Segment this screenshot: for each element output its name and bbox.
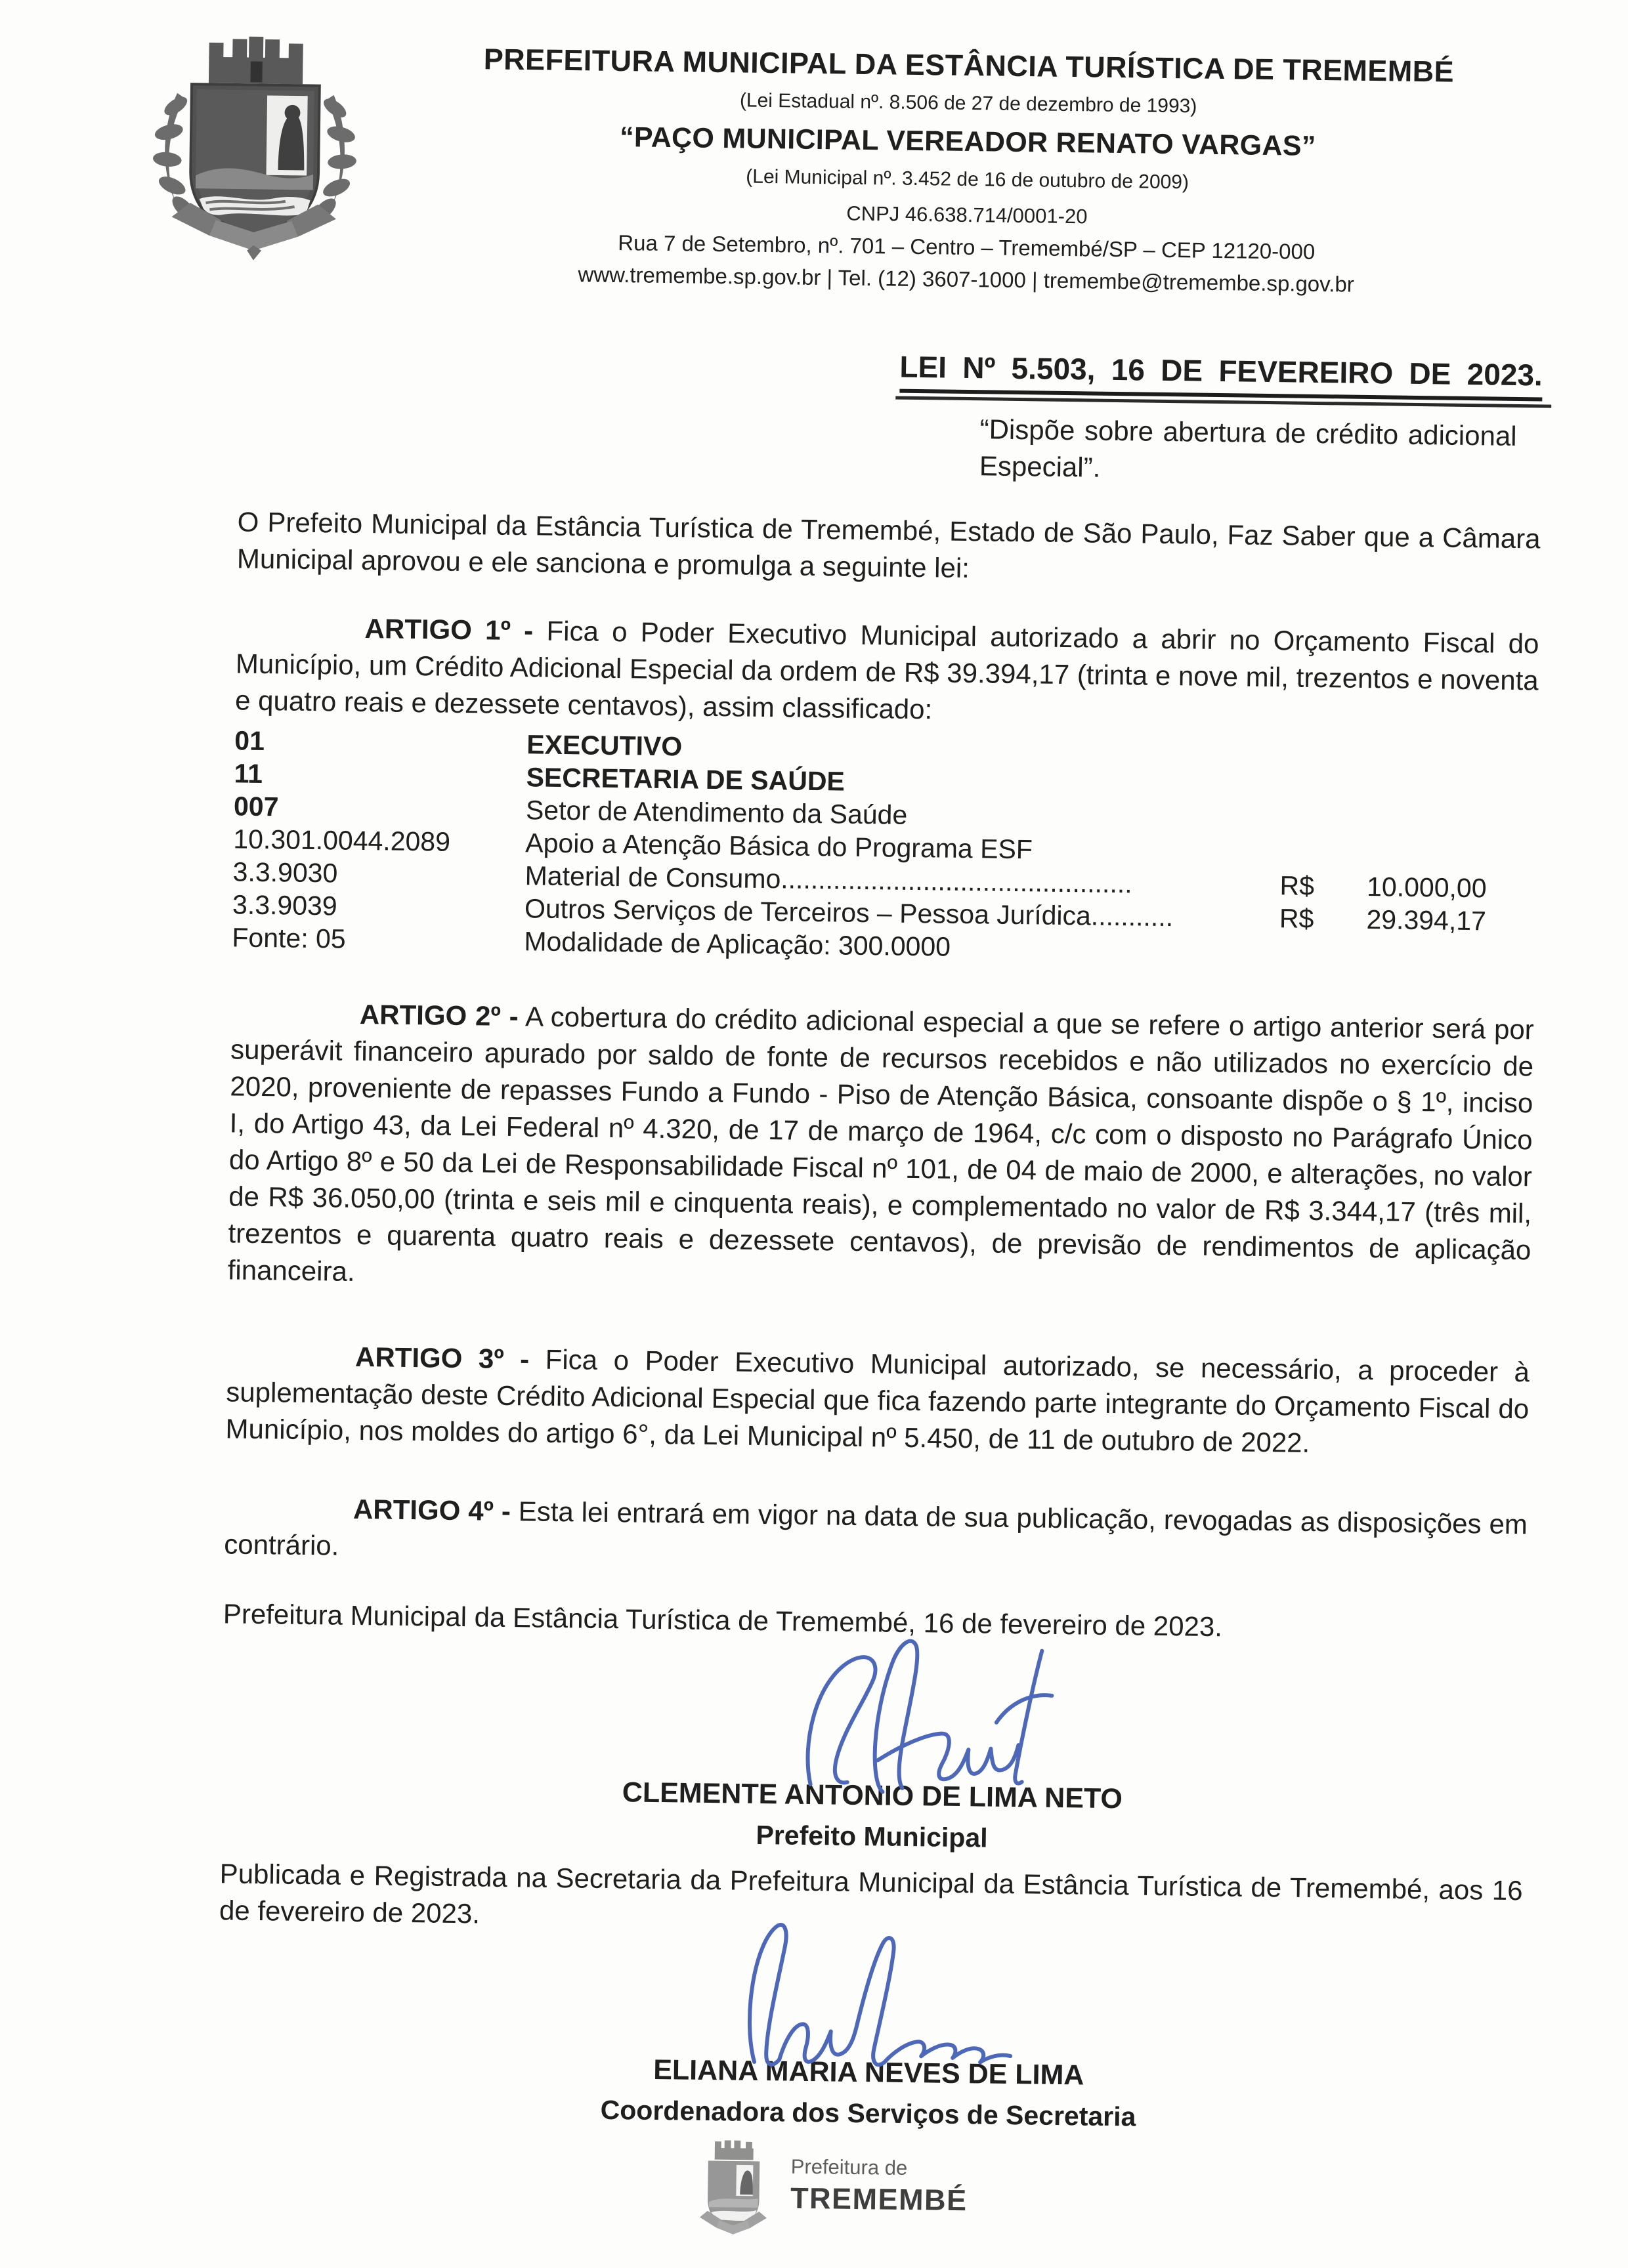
- budget-classification-table: [232, 724, 1537, 971]
- table-row: 11 SECRETARIA DE SAÚDE: [234, 758, 846, 797]
- article-3-label: ARTIGO 3º -: [354, 1341, 530, 1374]
- article-2: [227, 994, 1534, 1305]
- coordinator-name: ELIANA MARIA NEVES DE LIMA: [653, 2053, 1084, 2091]
- article-4: [224, 1489, 1528, 1580]
- table-row: 3.3.9039 Outros Serviços de Terceiros – Pessoa Jurídica........... R$ 29.394,17: [232, 889, 1487, 936]
- mayor-role: Prefeito Municipal: [756, 1819, 988, 1853]
- letterhead-cnpj: CNPJ 46.638.714/0001-20: [846, 201, 1088, 228]
- letterhead-contact: www.tremembe.sp.gov.br | Tel. (12) 3607-1000 | tremembe@tremembe.sp.gov.br: [578, 262, 1354, 297]
- table-row: 007 Setor de Atendimento da Saúde: [233, 791, 908, 830]
- law-title: LEI Nº 5.503, 16 DE FEVEREIRO DE 2023.: [239, 341, 1543, 401]
- law-body: [215, 341, 1543, 2250]
- mayor-signature-icon: [798, 1621, 1063, 1811]
- article-4-label: ARTIGO 4º -: [353, 1493, 511, 1526]
- table-row: Fonte: 05 Modalidade de Aplicação: 300.0000: [232, 922, 951, 962]
- letterhead-text: [385, 40, 1550, 300]
- signature-block-mayor: [221, 1632, 1526, 1780]
- article-2-text: A cobertura do crédito adicional especial a que se refere o artigo anterior será por superávit financeiro apurado por saldo de fonte de recursos recebidos e não utilizados no exercício de 2020, proveniente de repasses Fundo a Fundo - Piso de Atenção Básica, consoante dispõe o § 1º, inciso I, do Artigo 43, da Lei Federal nº 4.320, de 17 de março de 1964, c/c com o disposto no Parágrafo Único do Artigo 8º e 50 da Lei de Responsabilidade Fiscal nº 101, de 04 de maio de 2000, e alterações, no valor de R$ 36.050,00 (trinta e seis mil e cinquenta reais), e complementado no valor de R$ 3.344,17 (três mil, trezentos e quarenta quatro reais e dezessete centavos), de previsão de rendimentos de aplicação financeira.: [227, 1000, 1535, 1287]
- coordinator-signature-icon: [716, 1909, 1027, 2090]
- letterhead-state-law: (Lei Estadual nº. 8.506 de 27 de dezembro de 1993): [739, 89, 1197, 117]
- article-1-label: ARTIGO 1º -: [364, 612, 534, 646]
- letterhead-title: PREFEITURA MUNICIPAL DA ESTÂNCIA TURÍSTICA DE TREMEMBÉ: [483, 42, 1455, 89]
- footer-brand-name: TREMEMBÉ: [790, 2181, 968, 2217]
- article-3: [225, 1337, 1530, 1464]
- mayor-name: CLEMENTE ANTONIO DE LIMA NETO: [622, 1776, 1123, 1815]
- signature-block-coordinator: [217, 1929, 1522, 2057]
- law-preamble: O Prefeito Municipal da Estância Turística de Tremembé, Estado de São Paulo, Faz Saber que a Câmara Municipal aprovou e ele sanciona e promulga a seguinte lei:: [236, 506, 1541, 583]
- law-summary: “Dispõe sobre abertura de crédito adicional Especial”.: [979, 413, 1517, 483]
- letterhead-municipal-law: (Lei Municipal nº. 3.452 de 16 de outubro de 2009): [746, 165, 1189, 194]
- table-row: 01 EXECUTIVO: [234, 725, 683, 761]
- letterhead-address: Rua 7 de Setembro, nº. 701 – Centro – Tremembé/SP – CEP 12120-000: [618, 230, 1316, 264]
- article-3-text: Fica o Poder Executivo Municipal autorizado, se necessário, a proceder à suplementação deste Crédito Adicional Especial que fica fazendo parte integrante do Orçamento Fiscal do Município, nos moldes do artigo 6°, da Lei Municipal nº 5.450, de 11 de outubro de 2022.: [225, 1343, 1530, 1458]
- letterhead-hall-name: “PAÇO MUNICIPAL VEREADOR RENATO VARGAS”: [619, 121, 1316, 163]
- table-row: 10.301.0044.2089 Apoio a Atenção Básica do Programa ESF: [233, 824, 1033, 864]
- article-1: [235, 608, 1539, 736]
- footer-brand-text: [790, 2141, 968, 2243]
- place-date-line: Prefeitura Municipal da Estância Turística de Tremembé, 16 de fevereiro de 2023.: [223, 1597, 1223, 1642]
- article-2-label: ARTIGO 2º -: [359, 998, 519, 1032]
- letterhead: [148, 30, 1550, 301]
- coordinator-role: Coordenadora dos Serviços de Secretaria: [600, 2094, 1136, 2132]
- tremembe-crest-icon: [694, 2139, 773, 2240]
- footer-brand: [179, 2133, 1484, 2250]
- article-4-text: Esta lei entrará em vigor na data de sua publicação, revogadas as disposições em contrário.: [224, 1495, 1528, 1561]
- municipal-coat-of-arms-icon: [149, 33, 360, 262]
- table-row: 3.3.9030 Material de Consumo............................................... R$ 10.000,00: [232, 856, 1487, 904]
- article-1-text: Fica o Poder Executivo Municipal autorizado a abrir no Orçamento Fiscal do Município, um Crédito Adicional Especial da ordem de R$ 39.394,17 (trinta e nove mil, trezentos e noventa e quatro reais e dezessete centavos), assim classificado:: [234, 614, 1539, 724]
- footer-brand-top: Prefeitura de: [790, 2154, 908, 2179]
- publication-note: Publicada e Registrada na Secretaria da Prefeitura Municipal da Estância Turística de Tremembé, aos 16 de fevereiro de 2023.: [219, 1857, 1523, 1929]
